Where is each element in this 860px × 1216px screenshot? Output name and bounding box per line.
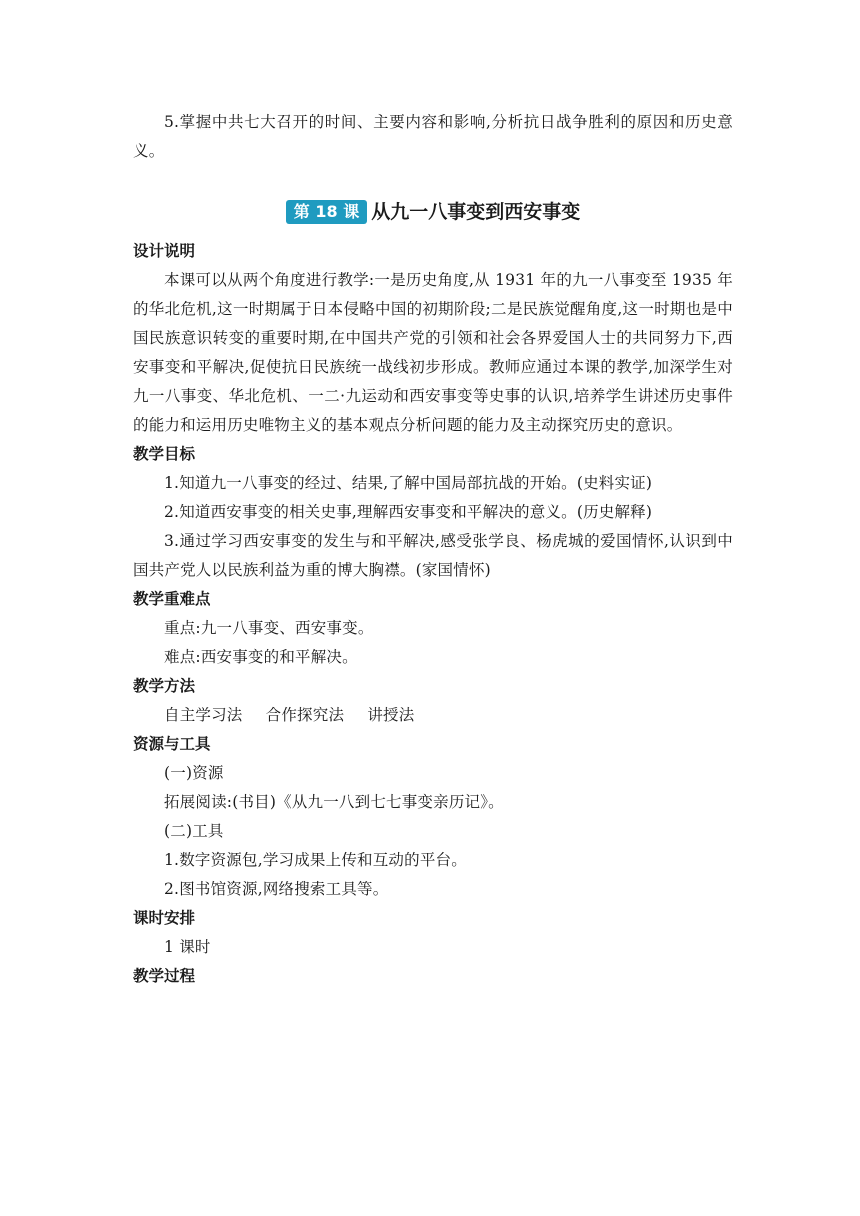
schedule-value: 1 课时 <box>164 938 211 956</box>
extended-reading: 拓展阅读:(书目)《从九一八到七七事变亲历记》。 <box>164 793 504 811</box>
goals-heading: 教学目标 <box>133 445 196 463</box>
method-item: 讲授法 <box>367 706 415 724</box>
methods-heading: 教学方法 <box>133 677 196 695</box>
methods-list <box>133 701 733 730</box>
goal-item-2: 2.知道西安事变的相关史事,理解西安事变和平解决的意义。(历史解释) <box>164 503 653 521</box>
key-point: 重点:九一八事变、西安事变。 <box>164 619 374 637</box>
difficult-point: 难点:西安事变的和平解决。 <box>164 648 358 666</box>
method-item: 自主学习法 <box>164 706 243 724</box>
schedule-heading: 课时安排 <box>133 909 196 927</box>
document-page <box>133 108 733 991</box>
lesson-number-badge: 第 18 课 <box>286 200 367 224</box>
lesson-name: 从九一八事变到西安事变 <box>371 201 581 223</box>
tool-item-2: 2.图书馆资源,网络搜索工具等。 <box>164 880 389 898</box>
resources-heading: 资源与工具 <box>133 735 211 753</box>
lesson-title <box>133 197 733 227</box>
method-item: 合作探究法 <box>265 706 345 724</box>
design-heading: 设计说明 <box>133 242 196 260</box>
goal-item-3: 3.通过学习西安事变的发生与和平解决,感受张学良、杨虎城的爱国情怀,认识到中国共产党人以民族利益为重的博大胸襟。(家国情怀) <box>133 532 733 579</box>
resources-subheading-1: (一)资源 <box>164 764 224 782</box>
design-text: 本课可以从两个角度进行教学:一是历史角度,从 1931 年的九一八事变至 1935 年的华北危机,这一时期属于日本侵略中国的初期阶段;二是民族觉醒角度,这一时期也是中国民族意识转变的重要时期,在中国共产党的引领和社会各界爱国人士的共同努力下,西安事变和平解决,促使抗日民族统一战线初步形成。教师应通过本课的教学,加深学生对九一八事变、华北危机、一二·九运动和西安事变等史事的认识,培养学生讲述历史事件的能力和运用历史唯物主义的基本观点分析问题的能力及主动探究历史的意识。 <box>133 271 733 434</box>
objective-5: 5.掌握中共七大召开的时间、主要内容和影响,分析抗日战争胜利的原因和历史意义。 <box>133 113 733 160</box>
process-heading: 教学过程 <box>133 967 196 985</box>
resources-subheading-2: (二)工具 <box>164 822 224 840</box>
goal-item-1: 1.知道九一八事变的经过、结果,了解中国局部抗战的开始。(史料实证) <box>164 474 653 492</box>
tool-item-1: 1.数字资源包,学习成果上传和互动的平台。 <box>164 851 467 869</box>
keypoints-heading: 教学重难点 <box>133 590 211 608</box>
